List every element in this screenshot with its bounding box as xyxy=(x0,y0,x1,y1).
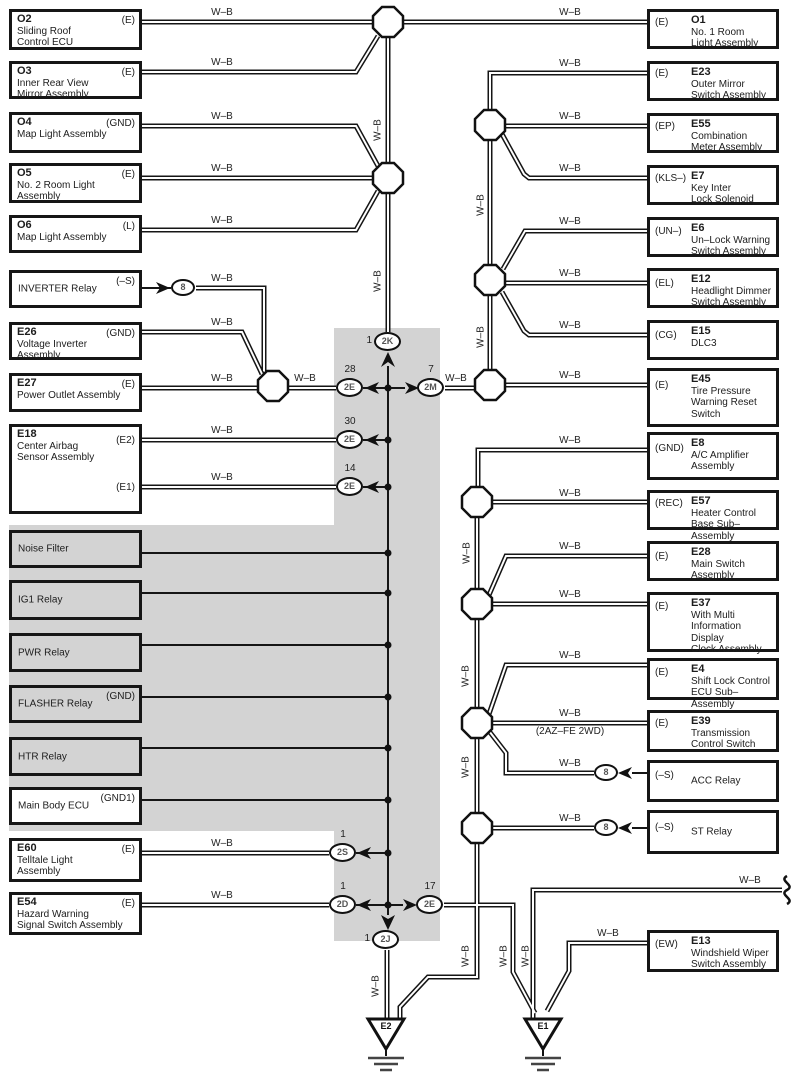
pin-label: (E) xyxy=(655,718,669,729)
box-id: E18 xyxy=(17,428,37,440)
component-box-e7 xyxy=(647,165,779,205)
connector-number: 28 xyxy=(344,364,356,375)
box-id: E27 xyxy=(17,377,37,389)
component-box-o4 xyxy=(9,112,142,153)
pin-label: (E) xyxy=(655,551,669,562)
box-id: E15 xyxy=(691,325,711,337)
pin-label: (KLS–) xyxy=(655,173,687,184)
wire-color-label: W–B xyxy=(372,270,384,292)
relay-name: FLASHER Relay xyxy=(18,698,93,710)
component-box-e60 xyxy=(9,838,142,882)
wire-color-label: W–B xyxy=(559,650,581,661)
wire-color-label: W–B xyxy=(211,472,233,483)
connector-2d: 2D xyxy=(329,895,356,914)
box-line: Heater Control xyxy=(691,507,757,519)
component-box-noise-filter xyxy=(9,530,142,568)
component-box-e4 xyxy=(647,658,779,710)
component-box-o1 xyxy=(647,9,779,49)
pin-label: (EL) xyxy=(655,278,674,289)
box-line: Light Assembly xyxy=(691,38,759,49)
connector-number: 30 xyxy=(344,416,356,427)
component-box-o6 xyxy=(9,215,142,253)
pin-label: (E) xyxy=(655,601,669,612)
component-box-e55 xyxy=(647,113,779,153)
component-box-e27 xyxy=(9,373,142,412)
wire-color-label: W–B xyxy=(559,541,581,552)
connector-2e-30: 2E xyxy=(336,430,363,449)
component-box-st-relay xyxy=(647,810,779,854)
box-line: Main Switch xyxy=(691,558,745,570)
wire-color-label: W–B xyxy=(559,488,581,499)
component-box-htr-relay xyxy=(9,737,142,776)
box-line: Control Switch xyxy=(691,739,756,750)
wire-color-label: W–B xyxy=(559,216,581,227)
pin-label: (E2) xyxy=(116,435,135,446)
box-line: Base Sub–Assembly xyxy=(691,519,740,542)
box-line: Switch xyxy=(691,408,721,420)
wire-color-label: W–B xyxy=(460,756,472,778)
box-line: Sliding Roof xyxy=(17,25,71,37)
component-box-e18 xyxy=(9,424,142,514)
wire-color-label: W–B xyxy=(460,945,472,967)
pin-label: (CG) xyxy=(655,330,677,341)
pin-label: (EP) xyxy=(655,121,675,132)
box-line: A/C Amplifier xyxy=(691,449,749,461)
component-box-flasher-relay xyxy=(9,685,142,723)
wire-color-label: W–B xyxy=(475,194,487,216)
component-box-e12 xyxy=(647,268,779,308)
box-line: Meter Assembly xyxy=(691,142,763,153)
connector-number: 17 xyxy=(424,881,436,892)
component-box-e15 xyxy=(647,320,779,360)
wire-color-label: W–B xyxy=(559,758,581,769)
connector-2k: 2K xyxy=(374,332,401,351)
wire-color-label: W–B xyxy=(211,215,233,226)
box-line: Assembly xyxy=(691,570,735,581)
component-box-o2 xyxy=(9,9,142,50)
relay-name: IG1 Relay xyxy=(18,594,63,606)
box-line: Combination xyxy=(691,130,748,142)
wire-color-label: W–B xyxy=(559,58,581,69)
component-box-e57 xyxy=(647,490,779,542)
box-line: Headlight Dimmer xyxy=(691,285,772,297)
box-line: Switch Assembly xyxy=(691,246,767,257)
pin-label: (E1) xyxy=(116,482,135,493)
relay-name: INVERTER Relay xyxy=(18,283,97,295)
box-line: Un–Lock Warning xyxy=(691,234,771,246)
connector-number: 14 xyxy=(344,463,356,474)
pin-label: (GND1) xyxy=(100,793,135,804)
wire-break-symbol xyxy=(784,876,789,904)
wire-color-label: W–B xyxy=(739,875,761,886)
pin-label: (GND) xyxy=(106,118,135,129)
box-line: Voltage Inverter xyxy=(17,338,88,350)
wire-color-label: W–B xyxy=(475,326,487,348)
wire-color-label: W–B xyxy=(559,435,581,446)
wire-color-label: W–B xyxy=(211,317,233,328)
wire-color-label: W–B xyxy=(211,163,233,174)
wire-color-label: W–B xyxy=(559,589,581,600)
component-box-e28 xyxy=(647,541,779,581)
connector-8-acc: 8 xyxy=(594,764,618,781)
box-line: Signal Switch Assembly xyxy=(17,920,123,931)
component-box-acc-relay xyxy=(647,760,779,802)
wire-color-label: W–B xyxy=(597,928,619,939)
box-id: E6 xyxy=(691,222,705,234)
connector-2m: 2M xyxy=(417,378,444,397)
wire-color-label: W–B xyxy=(559,813,581,824)
pin-label: (E) xyxy=(121,169,135,180)
box-id: E8 xyxy=(691,437,705,449)
wire-color-label: W–B xyxy=(445,373,467,384)
component-box-o5 xyxy=(9,163,142,203)
box-id: O4 xyxy=(17,116,32,128)
pin-label: (E) xyxy=(655,667,669,678)
box-id: E28 xyxy=(691,546,711,558)
relay-name: Main Body ECU xyxy=(18,800,90,812)
box-id: O6 xyxy=(17,219,32,231)
pin-label: (E) xyxy=(121,67,135,78)
wire-color-label: W–B xyxy=(211,111,233,122)
box-line: Shift Lock Control xyxy=(691,675,770,687)
wire-color-label: W–B xyxy=(372,119,384,141)
box-line: Windshield Wiper xyxy=(691,947,769,959)
connector-number: 1 xyxy=(364,933,370,944)
wire-color-label: W–B xyxy=(211,890,233,901)
wire-color-label: W–B xyxy=(520,945,532,967)
relay-name: HTR Relay xyxy=(18,750,67,762)
wire-color-label: W–B xyxy=(559,268,581,279)
ground-label-e1: E1 xyxy=(537,1021,549,1031)
pin-label: (–S) xyxy=(655,770,674,781)
box-line: Switch Assembly xyxy=(691,959,767,970)
box-id: O1 xyxy=(691,14,706,26)
relay-name: ST Relay xyxy=(691,826,732,838)
wire-color-label: W–B xyxy=(211,7,233,18)
component-box-inverter-relay xyxy=(9,270,142,308)
box-line: Switch Assembly xyxy=(691,297,767,308)
box-id: E54 xyxy=(17,896,37,908)
connector-2e-17: 2E xyxy=(416,895,443,914)
wire-color-label: W–B xyxy=(559,370,581,381)
box-line: Information Display xyxy=(691,621,742,644)
box-line: Assembly xyxy=(17,350,61,361)
relay-name: PWR Relay xyxy=(18,646,70,658)
engine-variant-note: (2AZ–FE 2WD) xyxy=(535,726,605,737)
box-line: ECU Sub–Assembly xyxy=(691,687,739,710)
pin-label: (–S) xyxy=(116,276,135,287)
box-line: Outer Mirror xyxy=(691,78,745,90)
box-id: E12 xyxy=(691,273,711,285)
box-id: E7 xyxy=(691,170,705,182)
connector-number: 1 xyxy=(340,881,346,892)
box-line: Assembly xyxy=(691,461,735,472)
box-id: E26 xyxy=(17,326,37,338)
box-id: E60 xyxy=(17,842,37,854)
box-id: E45 xyxy=(691,373,711,385)
connector-number: 1 xyxy=(366,335,372,346)
wire-color-label: W–B xyxy=(211,273,233,284)
box-line: Warning Reset xyxy=(691,397,757,408)
connector-number: 1 xyxy=(340,829,346,840)
component-box-e26 xyxy=(9,322,142,360)
box-line: Transmission xyxy=(691,727,751,739)
pin-label: (EW) xyxy=(655,939,678,950)
box-line: Telltale Light xyxy=(17,854,73,866)
box-line: Center Airbag xyxy=(17,440,79,452)
box-id: E13 xyxy=(691,935,711,947)
box-line: Hazard Warning xyxy=(17,908,89,920)
wire-color-label: W–B xyxy=(559,7,581,18)
component-box-e23 xyxy=(647,61,779,101)
wire-color-label: W–B xyxy=(559,111,581,122)
box-id: O5 xyxy=(17,167,32,179)
pin-label: (E) xyxy=(121,15,135,26)
box-line: Map Light Assembly xyxy=(17,231,107,243)
component-box-e45 xyxy=(647,368,779,427)
component-box-e39 xyxy=(647,710,779,752)
connector-8-inverter: 8 xyxy=(171,279,195,296)
wire-color-label: W–B xyxy=(294,373,316,384)
pin-label: (E) xyxy=(121,844,135,855)
wire-color-label: W–B xyxy=(460,665,472,687)
connector-2j: 2J xyxy=(372,930,399,949)
box-line: Lock Solenoid xyxy=(691,194,754,205)
connector-2e-14: 2E xyxy=(336,477,363,496)
pin-label: (GND) xyxy=(655,443,684,454)
relay-name: ACC Relay xyxy=(691,775,741,787)
wire-color-label: W–B xyxy=(211,57,233,68)
component-box-e54 xyxy=(9,892,142,935)
box-id: E23 xyxy=(691,66,711,78)
box-line: Tire Pressure xyxy=(691,385,751,397)
pin-label: (E) xyxy=(121,898,135,909)
wire-color-label: W–B xyxy=(559,163,581,174)
component-box-o3 xyxy=(9,61,142,99)
wire-color-label: W–B xyxy=(211,373,233,384)
box-line: Switch Assembly xyxy=(691,90,767,101)
pin-label: (L) xyxy=(122,221,135,232)
component-box-e37 xyxy=(647,592,779,655)
component-box-e6 xyxy=(647,217,779,257)
box-line: DLC3 xyxy=(691,337,717,349)
ground-label-e2: E2 xyxy=(380,1021,392,1031)
wire-color-label: W–B xyxy=(370,975,382,997)
wire-color-label: W–B xyxy=(211,838,233,849)
relay-name: Noise Filter xyxy=(18,543,69,555)
wire-color-label: W–B xyxy=(498,945,510,967)
pin-label: (E) xyxy=(121,379,135,390)
box-line: No. 2 Room Light xyxy=(17,179,95,191)
box-id: O2 xyxy=(17,13,32,25)
box-line: Map Light Assembly xyxy=(17,128,107,140)
box-id: E4 xyxy=(691,663,705,675)
box-line: Assembly xyxy=(17,866,61,877)
box-id: E39 xyxy=(691,715,711,727)
component-box-ig1-relay xyxy=(9,580,142,620)
box-line: With Multi xyxy=(691,609,735,621)
box-line: Key Inter xyxy=(691,182,732,194)
pin-label: (E) xyxy=(655,68,669,79)
component-box-main-body-ecu xyxy=(9,787,142,825)
wire-color-label: W–B xyxy=(559,708,581,719)
box-line: Assembly xyxy=(17,191,61,202)
connector-number: 7 xyxy=(428,364,434,375)
pin-label: (E) xyxy=(655,380,669,391)
box-line: No. 1 Room xyxy=(691,26,745,38)
box-line: Mirror Assembly xyxy=(17,89,89,100)
connector-8-st: 8 xyxy=(594,819,618,836)
box-id: E57 xyxy=(691,495,711,507)
box-line: Sensor Assembly xyxy=(17,452,95,463)
box-id: E37 xyxy=(691,597,711,609)
connector-2s: 2S xyxy=(329,843,356,862)
connector-2e-28: 2E xyxy=(336,378,363,397)
wire-color-label: W–B xyxy=(461,542,473,564)
component-box-e8 xyxy=(647,432,779,480)
box-line: Power Outlet Assembly xyxy=(17,389,121,401)
box-id: O3 xyxy=(17,65,32,77)
pin-label: (GND) xyxy=(106,328,135,339)
box-line: Clock Assembly xyxy=(691,644,762,655)
pin-label: (–S) xyxy=(655,822,674,833)
component-box-e13 xyxy=(647,930,779,972)
pin-label: (REC) xyxy=(655,498,683,509)
component-box-pwr-relay xyxy=(9,633,142,672)
box-line: Control ECU xyxy=(17,37,74,48)
pin-label: (GND) xyxy=(106,691,135,702)
pin-label: (E) xyxy=(655,17,669,28)
box-line: Inner Rear View xyxy=(17,77,89,89)
pin-label: (UN–) xyxy=(655,226,682,237)
wire-color-label: W–B xyxy=(559,320,581,331)
wire-color-label: W–B xyxy=(211,425,233,436)
box-id: E55 xyxy=(691,118,711,130)
